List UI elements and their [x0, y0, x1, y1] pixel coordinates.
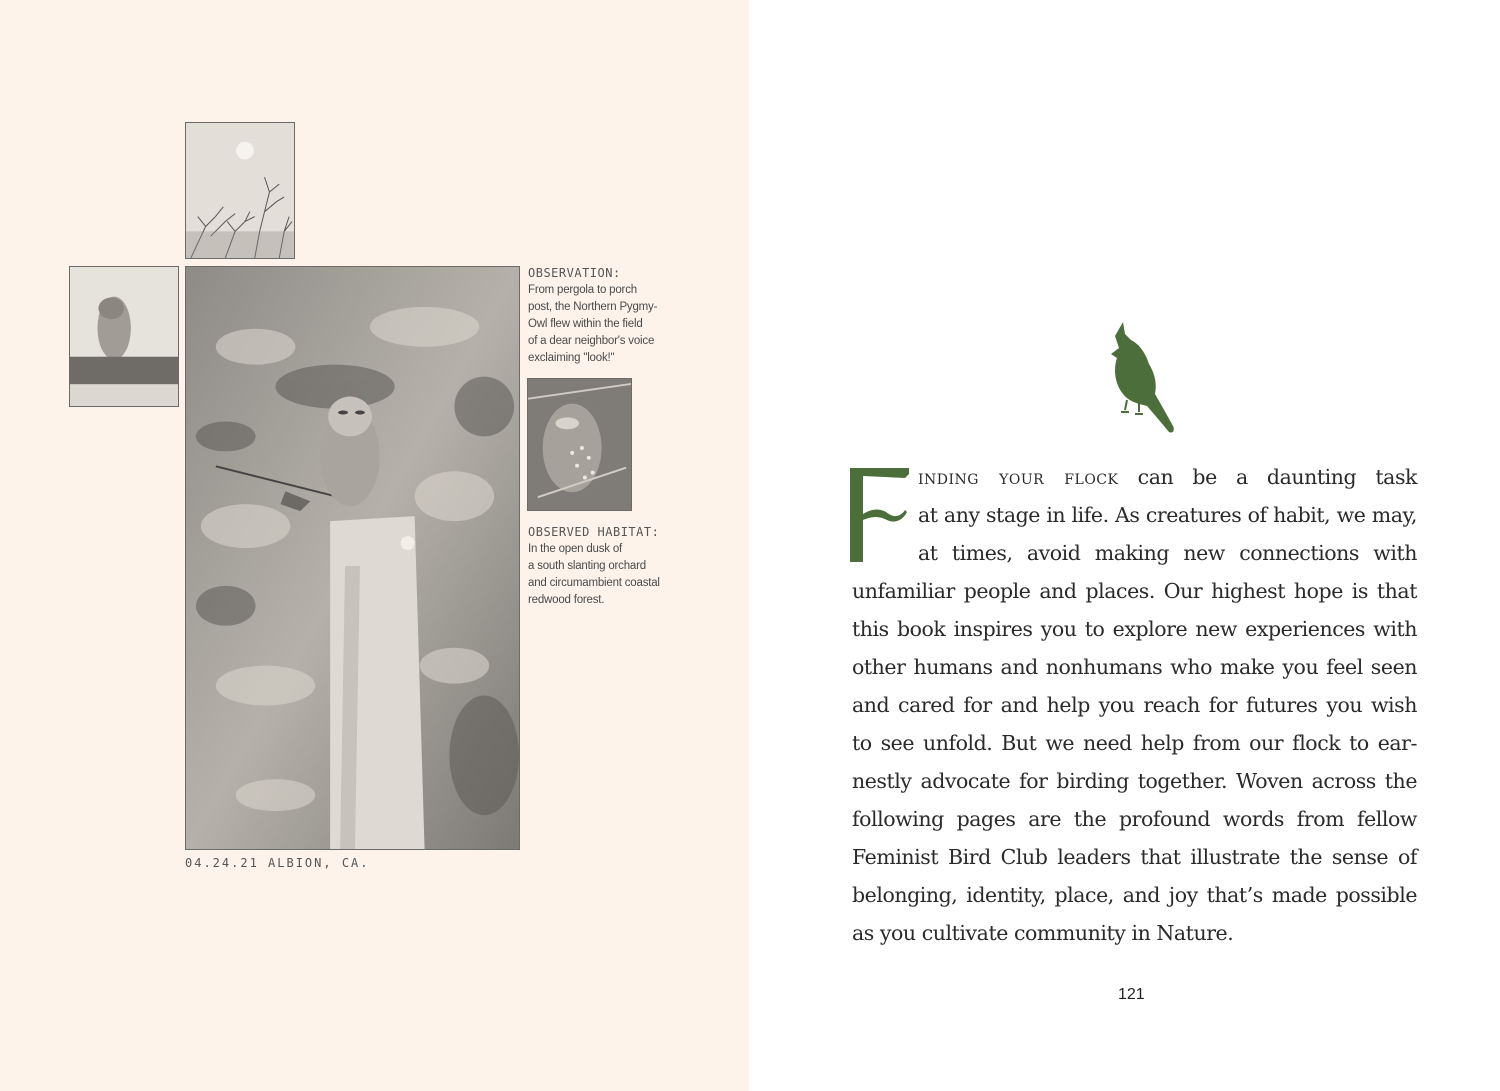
habitat-line: and circumambient coastal	[528, 577, 660, 589]
text-line: as you cultivate community in Nature.	[852, 921, 1234, 945]
habitat-caption	[528, 525, 688, 609]
owl-on-branch-sketch	[69, 266, 179, 407]
habitat-text	[528, 541, 688, 609]
owl-closeup-sketch	[527, 378, 632, 511]
observation-line: of a dear neighbor's voice	[528, 335, 655, 347]
observation-line: exclaiming "look!"	[528, 352, 615, 364]
owl-on-branch-image	[70, 267, 178, 406]
page-number: 121	[1118, 986, 1145, 1003]
observation-heading: OBSERVATION:	[528, 266, 621, 280]
text-line: at any stage in life. As creatures of habit, we may,	[918, 503, 1417, 527]
text-line: unfamiliar people and places. Our highest hope is that	[852, 579, 1417, 603]
text-line: nestly advocate for birding together. Woven across the	[852, 769, 1417, 793]
text-line: and cared for and help you reach for futures you wish	[852, 693, 1417, 717]
moon-shrub-sketch	[185, 122, 295, 259]
text-line: other humans and nonhumans who make you feel seen	[852, 655, 1417, 679]
cardinal-icon	[1105, 322, 1177, 436]
text-line-content: can be a daunting task	[1118, 465, 1417, 489]
left-page	[0, 0, 749, 1091]
body-text	[852, 458, 1417, 952]
habitat-line: In the open dusk of	[528, 543, 623, 555]
text-line	[852, 458, 1417, 496]
observation-line: Owl flew within the field	[528, 318, 643, 330]
observation-line: From pergola to porch	[528, 284, 637, 296]
habitat-heading: OBSERVED HABITAT:	[528, 525, 660, 539]
owl-closeup-image	[528, 379, 631, 510]
dateline: 04.24.21 ALBION, CA.	[185, 856, 370, 870]
habitat-line: redwood forest.	[528, 594, 605, 606]
lead-in: inding your flock	[918, 465, 1119, 489]
text-line: Feminist Bird Club leaders that illustrate the sense of	[852, 845, 1417, 869]
main-owl-image	[186, 267, 519, 849]
text-line: this book inspires you to explore new experiences with	[852, 617, 1417, 641]
text-line: to see unfold. But we need help from our flock to ear-	[852, 731, 1417, 755]
observation-text	[528, 282, 688, 367]
text-line: belonging, identity, place, and joy that’s made possible	[852, 883, 1417, 907]
habitat-line: a south slanting orchard	[528, 560, 646, 572]
text-line: at times, avoid making new connections with	[918, 541, 1417, 565]
text-line: following pages are the profound words from fellow	[852, 807, 1417, 831]
moon-shrub-image	[186, 123, 294, 258]
observation-line: post, the Northern Pygmy-	[528, 301, 658, 313]
observation-caption	[528, 266, 688, 367]
main-owl-sketch	[185, 266, 520, 850]
